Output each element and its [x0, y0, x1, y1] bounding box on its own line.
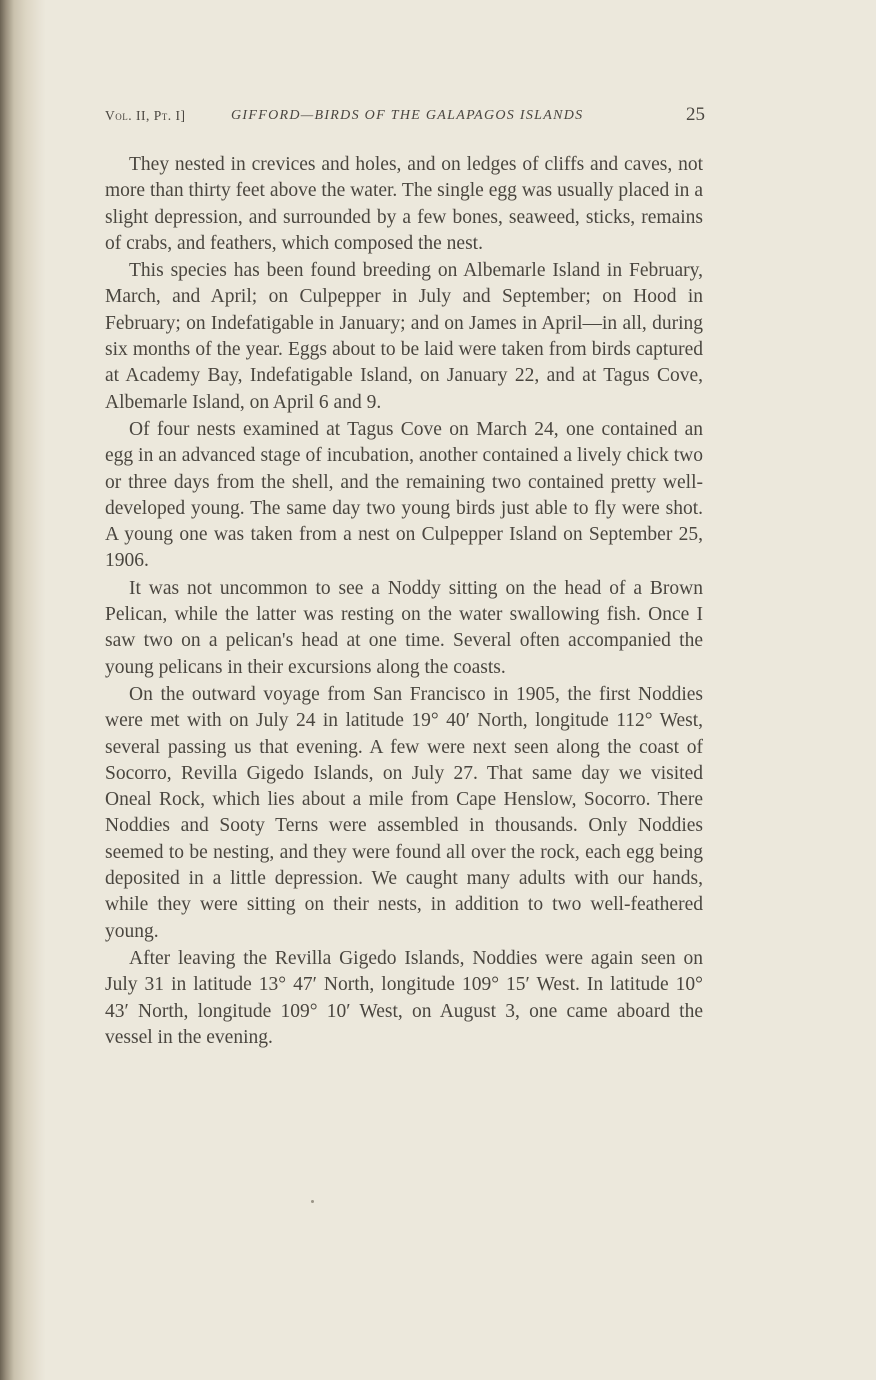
volume-label: Vol. II, Pt. I]	[105, 108, 186, 123]
paragraph: After leaving the Revilla Gigedo Islands, Noddies were again seen on July 31 in latitude 13° 47′ North, longitude 109° 15′ West. In latitude 10° 43′ North, longitude 109° 10′ West, on August 3, one came aboard the vessel in the evening.	[105, 947, 703, 1048]
page-number: 25	[686, 104, 705, 125]
paragraph: They nested in crevices and holes, and on ledges of cliffs and caves, not more than thirty feet above the water. The single egg was usually placed in a slight depression, and surrounded by a few bones, seaweed, sticks, remains of crabs, and feathers, which composed the nest.	[105, 154, 703, 254]
body-text	[105, 152, 703, 1052]
paragraph: It was not uncommon to see a Noddy sitting on the head of a Brown Pelican, while the latter was resting on the water swallowing fish. Once I saw two on a pelican's head at one time. Several often accompanied the young pelicans in their excursions along the coasts.	[105, 577, 703, 678]
paragraph: This species has been found breeding on Albemarle Island in February, March, and April; on Culpepper in July and September; on Hood in February; on Indefatigable in January; and on James in April—in all, during six months of the year. Eggs about to be laid were taken from birds captured at Academy Bay, Indefatigable Island, on January 22, and at Tagus Cove, Albemarle Island, on April 6 and 9.	[105, 260, 703, 413]
paragraph: On the outward voyage from San Francisco in 1905, the first Noddies were met with on July 24 in latitude 19° 40′ North, longitude 112° West, several passing us that evening. A few were next seen along the coast of Socorro, Revilla Gigedo Islands, on July 27. That same day we visited Oneal Rock, which lies about a mile from Cape Henslow, Socorro. There Noddies and Sooty Terns were assembled in thousands. Only Noddies seemed to be nesting, and they were found all over the rock, each egg being deposited in a little depression. We caught many adults with our hands, while they were sitting on their nests, in addition to two well-feathered young.	[105, 683, 703, 942]
paragraph: Of four nests examined at Tagus Cove on March 24, one contained an egg in an advanced stage of incubation, another contained a lively chick two or three days from the shell, and the remaining two contained pretty well-developed young. The same day two young birds just able to fly were shot. A young one was taken from a nest on Culpepper Island on September 25, 1906.	[105, 418, 703, 572]
paper-speck	[311, 1200, 314, 1203]
book-spine-shadow	[0, 0, 46, 1380]
running-title: GIFFORD—BIRDS OF THE GALAPAGOS ISLANDS	[231, 108, 584, 123]
running-header	[105, 104, 707, 132]
